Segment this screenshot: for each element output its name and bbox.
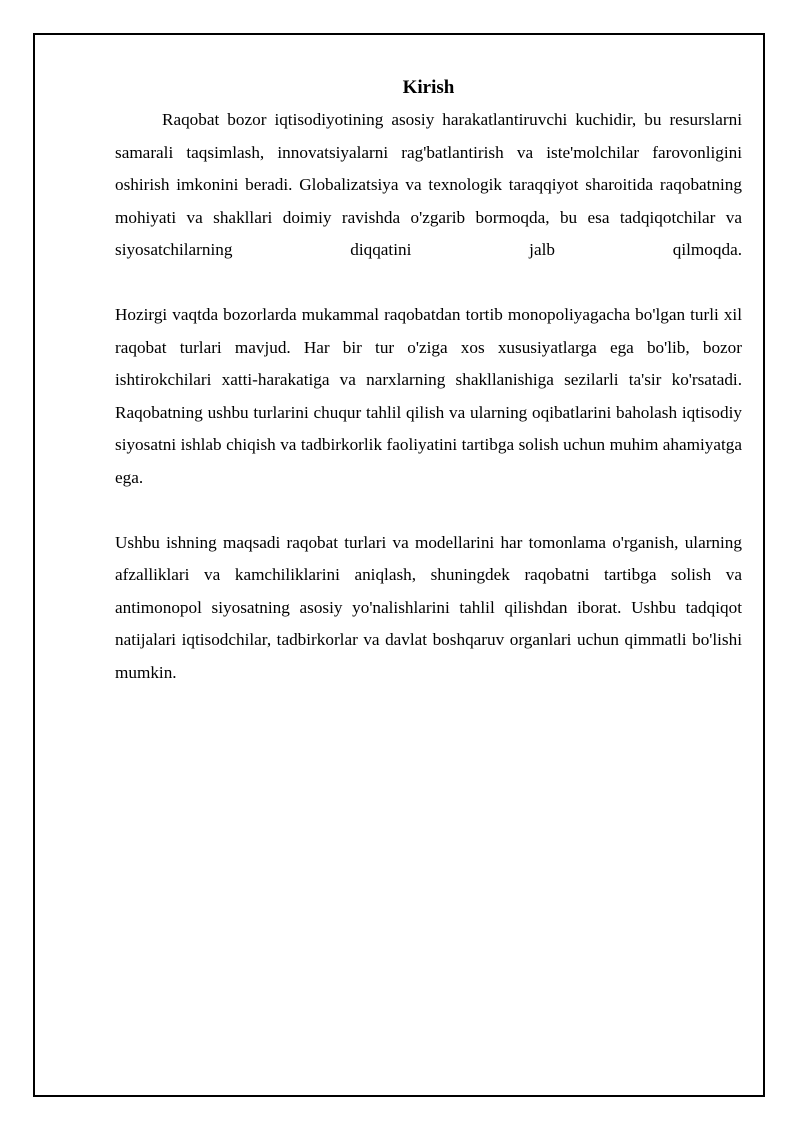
paragraph-purpose: Ushbu ishning maqsadi raqobat turlari va modellarini har tomonlama o'rganish, ularning afzalliklari va kamchiliklarini aniqlash, shuningdek raqobatni tartibga solish va antimonopol siyosatning asosiy yo'nalishlarini tahlil qilishdan iborat. Ushbu tadqiqot natijalari iqtisodchilar, tadbirkorlar va davlat boshqaruv organlari uchun qimmatli bo'lishi mumkin. [115, 532, 742, 682]
paragraph-gap [115, 494, 742, 527]
document-title: Kirish [402, 77, 455, 98]
paragraph-competition-types: Hozirgi vaqtda bozorlarda mukammal raqobatdan tortib monopoliyagacha bo'lgan turli xil raqobat turlari mavjud. Har bir tur o'ziga xos xususiyatlarga ega bo'lib, bozor ishtirokchilari xatti-harakatiga va narxlarning shakllanishiga sezilarli ta'sir ko'rsatadi. Raqobatning ushbu turlarini chuqur tahlil qilish va ularning oqibatlarini baholash iqtisodiy siyosatni ishlab chiqish va tadbirkorlik faoliyatini tartibga solish uchun muhim ahamiyatga ega. [115, 305, 742, 487]
paragraph-intro: Raqobat bozor iqtisodiyotining asosiy harakatlantiruvchi kuchidir, bu resurslarni samarali taqsimlash, innovatsiyalarni rag'batlantirish va iste'molchilar farovonligini oshirish imkonini beradi. Globalizatsiya va texnologik taraqqiyot sharoitida raqobatning mohiyati va shakllari doimiy ravishda o'zgarib bormoqda, bu esa tadqiqotchilar va siyosatchilarning diqqatini jalb qilmoqda. [115, 110, 742, 259]
document-body [115, 72, 742, 689]
paragraph-gap [115, 267, 742, 300]
